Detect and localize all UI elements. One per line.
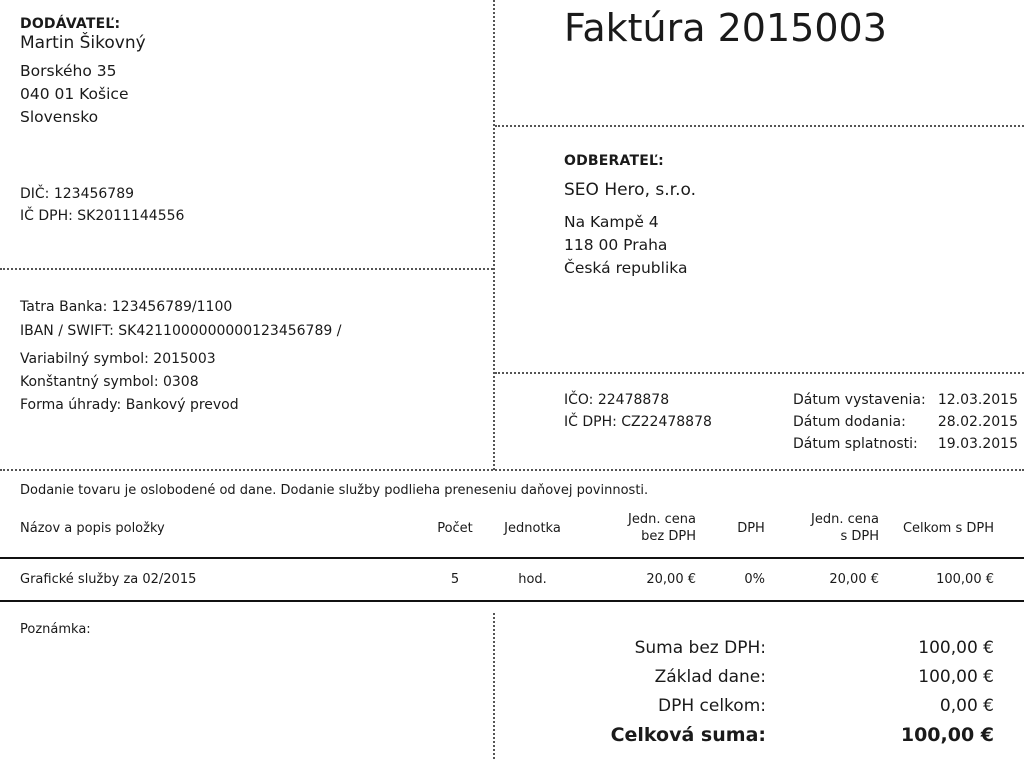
customer-city: 118 00 Praha bbox=[564, 236, 668, 254]
divider-vertical-top bbox=[493, 0, 495, 470]
table-bottom-rule bbox=[0, 600, 1024, 602]
summary-value-net: 100,00 € bbox=[918, 638, 994, 658]
col-header-unit-price-line2: bez DPH bbox=[641, 529, 696, 544]
col-header-unit-price bbox=[596, 511, 696, 545]
tax-note: Dodanie tovaru je oslobodené od dane. Dodanie služby podlieha preneseniu daňovej povinnosti. bbox=[20, 483, 649, 498]
dates-block bbox=[793, 389, 1018, 455]
customer-label: ODBERATEĽ: bbox=[564, 153, 664, 169]
cell-vat: 0% bbox=[744, 572, 765, 587]
col-header-unit-price-vat-line2: s DPH bbox=[840, 529, 879, 544]
supplier-country: Slovensko bbox=[20, 108, 99, 126]
invoice-title: Faktúra 2015003 bbox=[564, 6, 887, 50]
cell-total: 100,00 € bbox=[936, 572, 994, 587]
customer-name: SEO Hero, s.r.o. bbox=[564, 180, 696, 200]
date-value: 19.03.2015 bbox=[937, 436, 1018, 452]
date-label: Dátum splatnosti: bbox=[793, 436, 918, 452]
bank-block bbox=[20, 295, 490, 417]
cell-unit-price: 20,00 € bbox=[646, 572, 696, 587]
date-row-issue bbox=[793, 389, 1018, 411]
grand-total-value: 100,00 € bbox=[900, 724, 994, 746]
payment-method: Forma úhrady: Bankový prevod bbox=[20, 397, 239, 413]
date-label: Dátum vystavenia: bbox=[793, 392, 926, 408]
col-header-unit-price-line1: Jedn. cena bbox=[628, 512, 696, 527]
cell-unit-price-vat: 20,00 € bbox=[829, 572, 879, 587]
bank-account: Tatra Banka: 123456789/1100 bbox=[20, 299, 233, 315]
col-header-unit-price-vat bbox=[779, 511, 879, 545]
supplier-block bbox=[20, 16, 480, 129]
grand-total-label: Celková suma: bbox=[610, 724, 766, 746]
divider-right-title bbox=[495, 125, 1024, 127]
col-header-unit: Jednotka bbox=[504, 521, 561, 536]
divider-full-header bbox=[0, 469, 1024, 471]
divider-vertical-bottom bbox=[493, 613, 495, 759]
supplier-tax-block bbox=[20, 183, 480, 227]
col-header-unit-price-vat-line1: Jedn. cena bbox=[811, 512, 879, 527]
remark-label: Poznámka: bbox=[20, 622, 91, 637]
summary-label-vat: DPH celkom: bbox=[658, 696, 766, 716]
customer-country: Česká republika bbox=[564, 259, 688, 277]
col-header-qty: Počet bbox=[437, 521, 473, 536]
constant-symbol: Konštantný symbol: 0308 bbox=[20, 374, 199, 390]
date-row-due bbox=[793, 433, 1018, 455]
supplier-dic: DIČ: 123456789 bbox=[20, 186, 135, 202]
bank-iban: IBAN / SWIFT: SK4211000000000123456789 / bbox=[20, 323, 342, 339]
supplier-label: DODÁVATEĽ: bbox=[20, 16, 121, 32]
customer-ico: IČO: 22478878 bbox=[564, 392, 670, 408]
variable-symbol: Variabilný symbol: 2015003 bbox=[20, 351, 216, 367]
cell-unit: hod. bbox=[518, 572, 547, 587]
date-label: Dátum dodania: bbox=[793, 414, 906, 430]
customer-ids bbox=[564, 389, 784, 433]
divider-left-supplier bbox=[0, 268, 493, 270]
col-header-total: Celkom s DPH bbox=[902, 521, 994, 536]
summary-value-vat: 0,00 € bbox=[939, 696, 994, 716]
customer-ic-dph: IČ DPH: CZ22478878 bbox=[564, 414, 712, 430]
customer-street: Na Kampě 4 bbox=[564, 213, 659, 231]
supplier-city: 040 01 Košice bbox=[20, 85, 129, 103]
supplier-ic-dph: IČ DPH: SK2011144556 bbox=[20, 208, 185, 224]
col-header-vat: DPH bbox=[737, 521, 765, 536]
date-value: 28.02.2015 bbox=[937, 414, 1018, 430]
supplier-name: Martin Šikovný bbox=[20, 33, 146, 53]
summary-label-net: Suma bez DPH: bbox=[634, 638, 766, 658]
date-row-delivery bbox=[793, 411, 1018, 433]
divider-right-customer bbox=[495, 372, 1024, 374]
col-header-name: Názov a popis položky bbox=[20, 521, 165, 536]
supplier-street: Borského 35 bbox=[20, 62, 117, 80]
table-header-rule bbox=[0, 557, 1024, 559]
date-value: 12.03.2015 bbox=[937, 392, 1018, 408]
summary-label-base: Základ dane: bbox=[654, 667, 766, 687]
cell-qty: 5 bbox=[450, 572, 460, 587]
customer-block bbox=[564, 153, 1014, 280]
summary-value-base: 100,00 € bbox=[918, 667, 994, 687]
cell-name: Grafické služby za 02/2015 bbox=[20, 572, 197, 587]
